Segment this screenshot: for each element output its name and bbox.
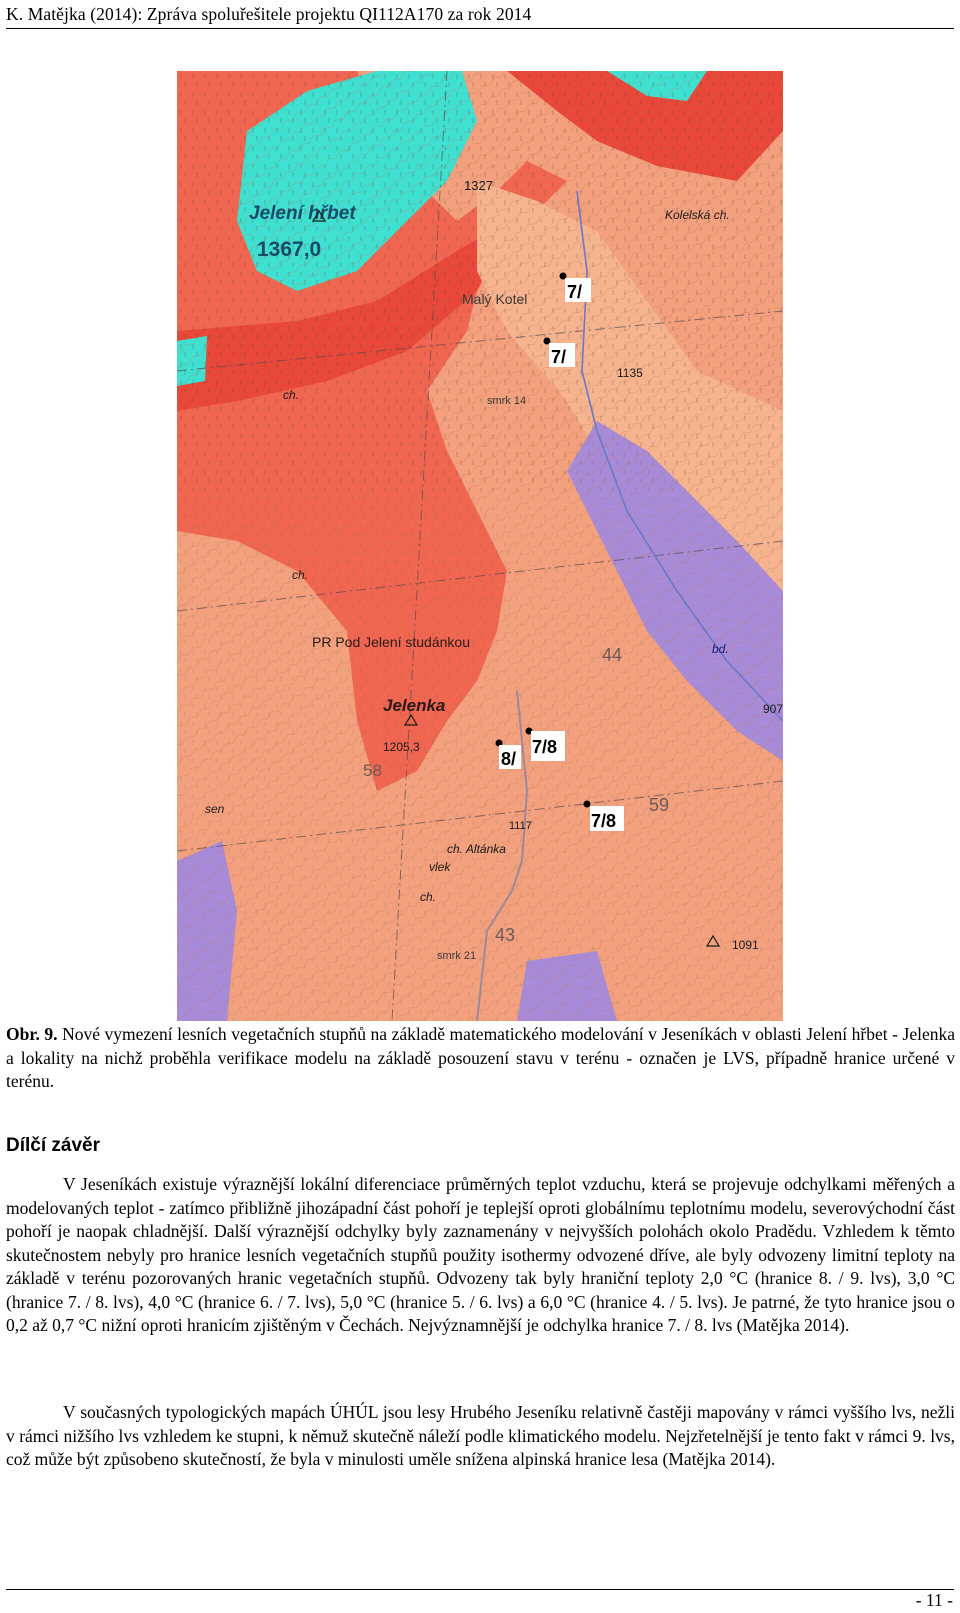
svg-text:7/8: 7/8 (591, 811, 617, 831)
label-44: 44 (602, 645, 623, 665)
label-59: 59 (649, 795, 670, 815)
label-58: 58 (363, 761, 382, 780)
label-sen: sen (205, 802, 225, 816)
label-kolelska: Kolelská ch. (665, 208, 730, 222)
svg-text:7/: 7/ (551, 347, 567, 367)
svg-text:7/: 7/ (567, 282, 583, 302)
label-1327: 1327 (464, 178, 493, 193)
running-header: K. Matějka (2014): Zpráva spoluřešitele projektu QI112A170 za rok 2014 (6, 4, 532, 24)
section-title: Dílčí závěr (6, 1135, 100, 1156)
figure-caption (6, 1023, 955, 1094)
label-1117: 1117 (509, 820, 532, 832)
label-907: 907 (763, 702, 783, 716)
label-smrk14: smrk 14 (487, 395, 527, 407)
svg-text:7/8: 7/8 (532, 737, 558, 757)
label-1135: 1135 (617, 366, 643, 380)
paragraph-2: V současných typologických mapách ÚHÚL jsou lesy Hrubého Jeseníku relativně častěji mapovány v rámci vyššího lvs, nežli v rámci nižšího lvs vzhledem ke stupni, k němuž skutečně náleží podle klimatického modelu. Nejzřetelnější je tento fakt v rámci 9. lvs, což může být způsobeno skutečností, že byla v minulosti uměle snížena alpinská hranice lesa (Matějka 2014). (6, 1402, 955, 1469)
label-jelenka: Jelenka (383, 696, 446, 715)
label-ch-3: ch. (420, 890, 437, 904)
label-ch-2: ch. (292, 568, 309, 582)
caption-label: Obr. 9. (6, 1024, 58, 1044)
label-vlek: vlek (429, 860, 451, 874)
footer-rule (6, 1589, 954, 1590)
vegetation-map (177, 71, 783, 1021)
svg-text:8/: 8/ (501, 749, 517, 769)
label-maly-kotel: Malý Kotel (462, 291, 528, 307)
label-peak-main: 1367,0 (257, 238, 322, 261)
label-smrk21: smrk 21 (437, 950, 477, 962)
caption-text: Nové vymezení lesních vegetačních stupňů na základě matematického modelování v Jeseníkách v oblasti Jelení hřbet - Jelenka a lokality na nichž proběhla verifikace modelu na základě posouzení stavu v terénu - označen je LVS, případně hranice určené v terénu. (6, 1024, 955, 1091)
label-1091: 1091 (732, 938, 759, 952)
label-bd: bd. (712, 642, 729, 656)
label-jeleni-hrbet: Jelení hřbet (249, 203, 356, 224)
label-pp: PR Pod Jelení studánkou (312, 634, 470, 650)
label-43: 43 (495, 925, 516, 945)
label-jelenka-elev: 1205,3 (383, 740, 420, 754)
paragraph-1: V Jeseníkách existuje výraznější lokální diferenciace průměrných teplot vzduchu, která se projevuje odchylkami měřených a modelovaných teplot - zatímco přibližně jihozápadní část pohoří je teplejší oproti globálnímu teplotnímu modelu, severovýchodní část pohoří je naopak chladnější. Další výraznější odchylky byly zaznamenány v nejvyšších polohách okolo Pradědu. Vzhledem k těmto skutečnostem nebyly pro hranice lesních vegetačních stupňů použity isothermy odvozené dříve, ale byly odvozeny limitní teploty na základě v terénu pozorovaných hranic vegetačních stupňů. Odvozeny tak byly hraniční teploty 2,0 °C (hranice 8. / 9. lvs), 3,0 °C (hranice 7. / 8. lvs), 4,0 °C (hranice 6. / 7. lvs), 5,0 °C (hranice 5. / 6. lvs) a 6,0 °C (hranice 4. / 5. lvs). Je patrné, že tyto hranice jsou o 0,2 až 0,7 °C nižní oproti hranicím zjištěným v Čechách. Nejvýznamnější je odchylka hranice 7. / 8. lvs (Matějka 2014). (6, 1174, 955, 1335)
label-ch-1: ch. (283, 388, 300, 402)
label-ch-altan: ch. Altánka (447, 842, 506, 856)
header-rule (6, 28, 954, 29)
marker-4 (526, 728, 566, 762)
page-number: - 11 - (915, 1590, 953, 1610)
